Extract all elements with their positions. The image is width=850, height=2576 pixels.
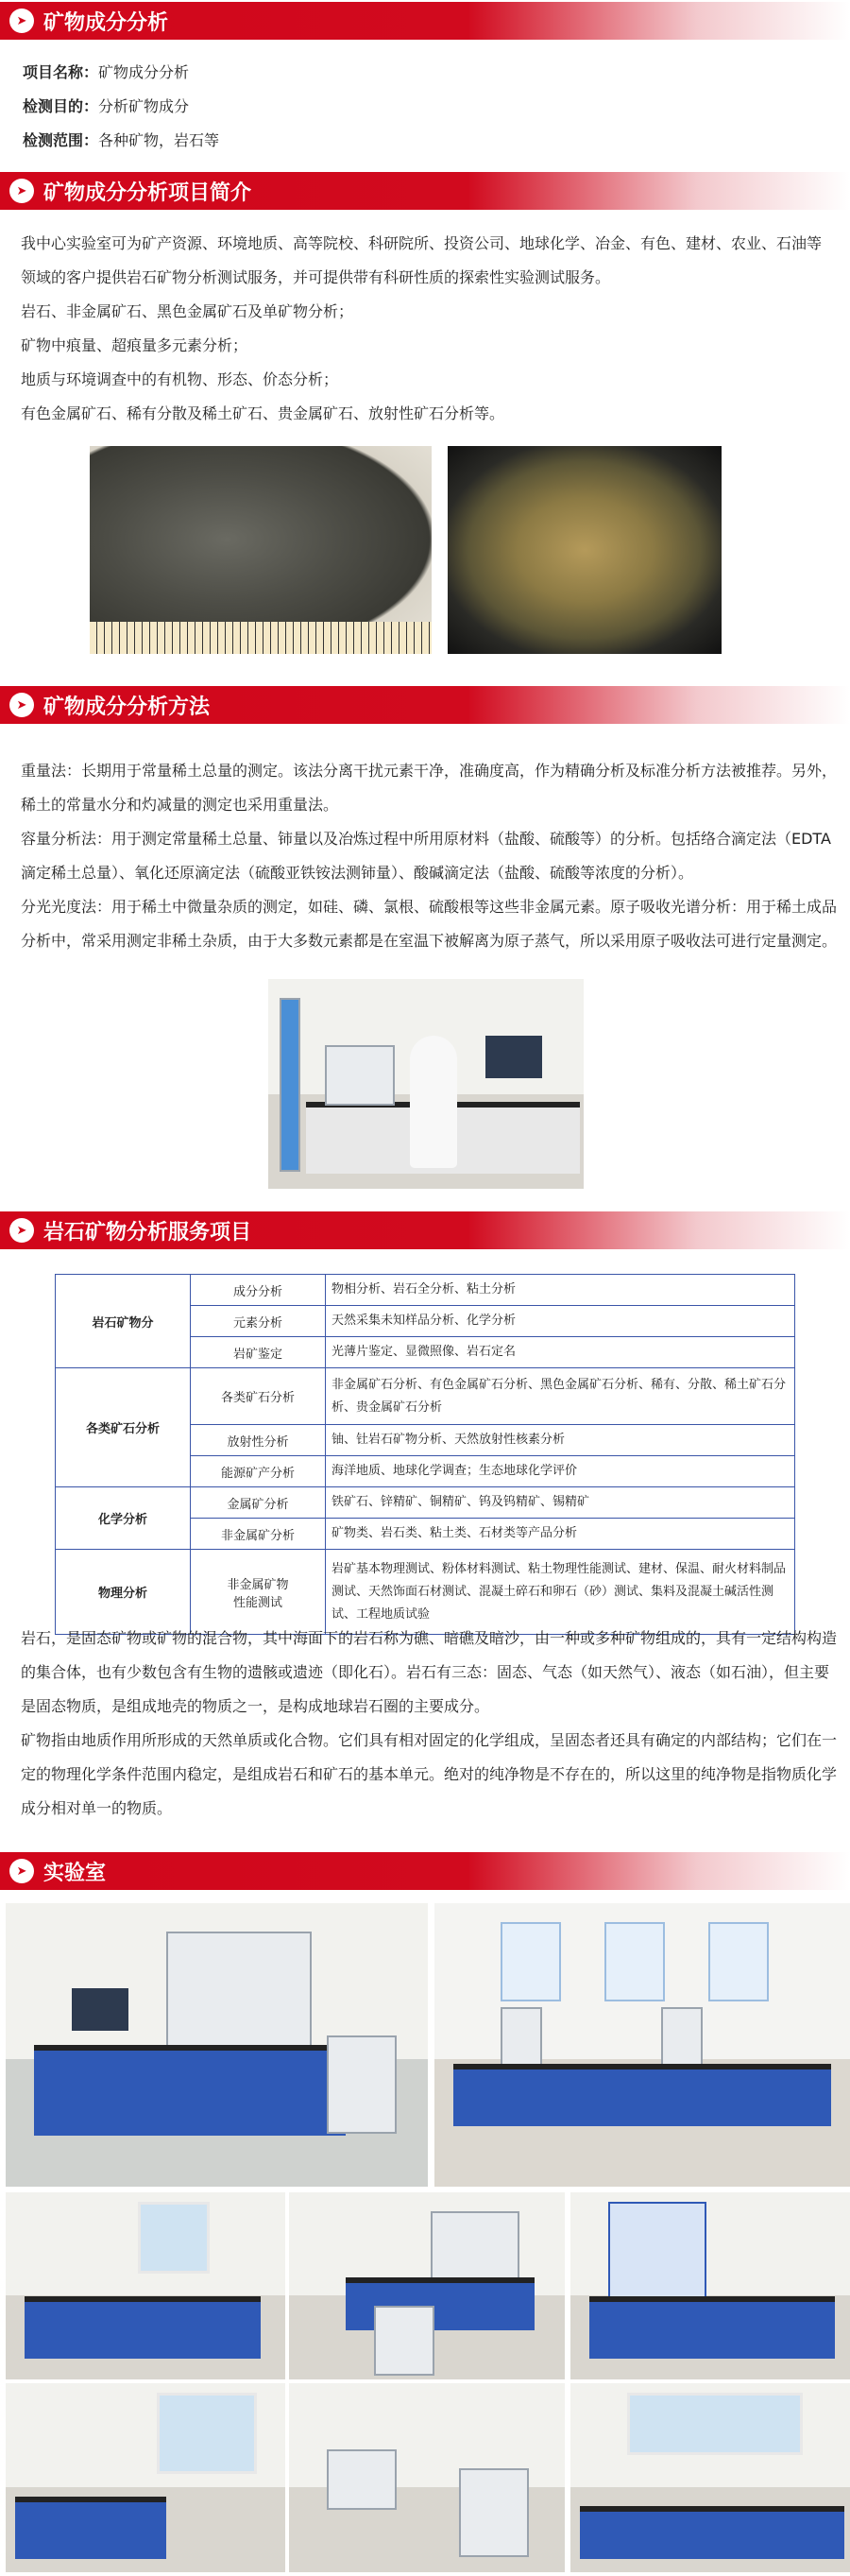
table-desc-cell: 铁矿石、锌精矿、铜精矿、钨及钨精矿、锡精矿 bbox=[326, 1487, 795, 1519]
lab-window bbox=[157, 2393, 257, 2474]
section-header-services bbox=[0, 1211, 850, 1249]
lab-photo-3 bbox=[6, 2192, 285, 2379]
scope-line bbox=[23, 129, 219, 150]
table-desc-cell: 矿物类、岩石类、粘土类、石材类等产品分析 bbox=[326, 1519, 795, 1550]
intro-paragraph: 岩石、非金属矿石、黑色金属矿石及单矿物分析； bbox=[21, 302, 354, 320]
project-name-value: 矿物成分分析 bbox=[98, 63, 190, 81]
section-header-intro bbox=[0, 172, 850, 210]
lab-photo-8 bbox=[570, 2383, 850, 2572]
section-title: 矿物成分分析方法 bbox=[43, 695, 211, 719]
method-paragraph: 容量分析法：用于测定常量稀土总量、铈量以及冶炼过程中所用原材料（盐酸、硫酸等）的分析。包括络合滴定法（EDTA滴定稀土总量）、氧化还原滴定法（硫酸亚铁铵法测铈量）、酸碱滴定法（盐酸、硫酸等浓度的分析）。 bbox=[21, 830, 831, 882]
project-name-label: 项目名称： bbox=[23, 63, 99, 81]
table-desc-cell: 非金属矿石分析、有色金属矿石分析、黑色金属矿石分析、稀有、分散、稀土矿石分析、贵金属矿石分析 bbox=[326, 1368, 795, 1425]
analyzer bbox=[459, 2468, 529, 2557]
services-table bbox=[55, 1274, 795, 1635]
intro-paragraph: 有色金属矿石、稀有分散及稀土矿石、贵金属矿石、放射性矿石分析等。 bbox=[21, 404, 505, 422]
intro-paragraph: 我中心实验室可为矿产资源、环境地质、高等院校、科研院所、投资公司、地球化学、冶金、有色、建材、农业、石油等领域的客户提供岩石矿物分析测试服务，并可提供带有科研性质的探索性实验测试服务。 bbox=[21, 234, 823, 286]
table-item-cell: 成分分析 bbox=[191, 1275, 326, 1306]
table-item-cell: 元素分析 bbox=[191, 1306, 326, 1337]
table-category-cell: 各类矿石分析 bbox=[56, 1368, 191, 1487]
lab-window bbox=[138, 2202, 210, 2274]
table-desc-cell: 岩矿基本物理测试、粉体材料测试、粘土物理性能测试、建材、保温、耐火材料制品测试、天然饰面石材测试、混凝土碎石和卵石（砂）测试、集料及混凝土碱活性测试、工程地质试验 bbox=[326, 1550, 795, 1635]
table-desc-cell: 物相分析、岩石全分析、粘土分析 bbox=[326, 1275, 795, 1306]
rock-sample-photo-2 bbox=[448, 446, 722, 654]
wall-poster bbox=[708, 1922, 769, 2001]
table-item-cell: 非金属矿分析 bbox=[191, 1519, 326, 1550]
table-item-cell: 金属矿分析 bbox=[191, 1487, 326, 1519]
monitor bbox=[485, 1036, 542, 1078]
fume-hood bbox=[608, 2202, 706, 2300]
lab-photo-6 bbox=[6, 2383, 285, 2572]
section-title: 实验室 bbox=[43, 1861, 107, 1885]
section-title: 矿物成分分析 bbox=[43, 10, 169, 35]
lab-bench bbox=[34, 2045, 346, 2136]
table-category-cell: 化学分析 bbox=[56, 1487, 191, 1550]
scope-label: 检测范围： bbox=[23, 131, 99, 149]
circle-arrow-icon: ➤ bbox=[9, 179, 34, 203]
lab-photo-1 bbox=[6, 1903, 428, 2187]
circle-arrow-icon: ➤ bbox=[9, 9, 34, 33]
method-paragraph: 重量法：长期用于常量稀土总量的测定。该法分离干扰元素干净，准确度高，作为精确分析及标准分析方法被推荐。另外，稀土的常量水分和灼减量的测定也采用重量法。 bbox=[21, 762, 838, 814]
table-item-cell: 岩矿鉴定 bbox=[191, 1337, 326, 1368]
project-name-line bbox=[23, 60, 189, 82]
lab-bench bbox=[580, 2506, 844, 2559]
lab-photo-4 bbox=[289, 2192, 565, 2379]
spectrometer bbox=[166, 1932, 312, 2049]
lab-bench bbox=[25, 2296, 261, 2359]
purpose-value: 分析矿物成分 bbox=[98, 97, 190, 115]
purpose-label: 检测目的： bbox=[23, 97, 99, 115]
chiller-unit bbox=[374, 2306, 434, 2376]
lab-bench bbox=[453, 2064, 831, 2126]
section-header-mineral-analysis bbox=[0, 2, 850, 40]
lab-bench bbox=[589, 2296, 835, 2359]
table-item-cell: 各类矿石分析 bbox=[191, 1368, 326, 1425]
table-category-cell: 岩石矿物分 bbox=[56, 1275, 191, 1368]
wall-poster bbox=[604, 1922, 665, 2001]
ruler-graphic bbox=[90, 622, 432, 654]
circle-arrow-icon: ➤ bbox=[9, 693, 34, 717]
wall-poster bbox=[501, 1922, 561, 2001]
purpose-line bbox=[23, 94, 189, 116]
method-paragraph: 分光光度法：用于稀土中微量杂质的测定，如硅、磷、氯根、硫酸根等这些非金属元素。原子吸收光谱分析：用于稀土成品分析中，常采用测定非稀土杂质，由于大多数元素都是在室温下被解离为原子蒸气，所以采用原子吸收法可进行定量测定。 bbox=[21, 898, 838, 950]
lab-technician bbox=[410, 1036, 457, 1168]
lab-window bbox=[627, 2393, 803, 2455]
table-item-cell: 放射性分析 bbox=[191, 1425, 326, 1456]
table-desc-cell: 光薄片鉴定、显微照像、岩石定名 bbox=[326, 1337, 795, 1368]
lab-photo-2 bbox=[434, 1903, 850, 2187]
section-title: 矿物成分分析项目简介 bbox=[43, 180, 252, 205]
intro-text bbox=[21, 227, 829, 431]
instrument bbox=[325, 1045, 395, 1106]
analyzer bbox=[327, 2449, 397, 2510]
intro-paragraph: 矿物中痕量、超痕量多元素分析； bbox=[21, 336, 248, 354]
rock-paragraph: 岩石，是固态矿物或矿物的混合物，其中海面下的岩石称为礁、暗礁及暗沙，由一种或多种矿物组成的，具有一定结构构造的集合体，也有少数包含有生物的遗骸或遗迹（即化石）。岩石有三态：固态、气态（如天然气）、液态（如石油），但主要是固态物质，是组成地壳的物质之一，是构成地球岩石圈的主要成分。 bbox=[21, 1629, 838, 1715]
table-desc-cell: 铀、钍岩石矿物分析、天然放射性核素分析 bbox=[326, 1425, 795, 1456]
table-category-cell: 物理分析 bbox=[56, 1550, 191, 1635]
methods-text bbox=[21, 754, 839, 958]
section-header-methods bbox=[0, 686, 850, 724]
circle-arrow-icon: ➤ bbox=[9, 1859, 34, 1883]
monitor bbox=[72, 1988, 128, 2031]
table-row bbox=[56, 1368, 795, 1425]
circle-arrow-icon: ➤ bbox=[9, 1218, 34, 1243]
hardness-tester bbox=[661, 2007, 703, 2068]
rock-sample-photo-1 bbox=[90, 446, 432, 654]
section-title: 岩石矿物分析服务项目 bbox=[43, 1220, 252, 1245]
lab-photo-7 bbox=[289, 2383, 565, 2572]
lab-operator-photo bbox=[268, 979, 584, 1189]
chiller-unit bbox=[327, 2035, 397, 2134]
hardness-tester bbox=[501, 2007, 542, 2068]
table-item-cell: 非金属矿物 性能测试 bbox=[191, 1550, 326, 1635]
rock-description-text bbox=[21, 1622, 839, 1826]
table-row bbox=[56, 1487, 795, 1519]
table-desc-cell: 海洋地质、地球化学调查；生态地球化学评价 bbox=[326, 1456, 795, 1487]
table-desc-cell: 天然采集未知样品分析、化学分析 bbox=[326, 1306, 795, 1337]
gas-cylinder bbox=[280, 998, 300, 1172]
lab-photo-5 bbox=[570, 2192, 850, 2379]
intro-paragraph: 地质与环境调查中的有机物、形态、价态分析； bbox=[21, 370, 339, 388]
section-header-laboratory bbox=[0, 1852, 850, 1890]
table-item-cell: 能源矿产分析 bbox=[191, 1456, 326, 1487]
table-row bbox=[56, 1275, 795, 1306]
scope-value: 各种矿物，岩石等 bbox=[98, 131, 220, 149]
lab-bench bbox=[15, 2497, 166, 2559]
rock-paragraph: 矿物指由地质作用所形成的天然单质或化合物。它们具有相对固定的化学组成，呈固态者还具有确定的内部结构；它们在一定的物理化学条件范围内稳定，是组成岩石和矿石的基本单元。绝对的纯净物是不存在的，所以这里的纯净物是指物质化学成分相对单一的物质。 bbox=[21, 1731, 838, 1817]
